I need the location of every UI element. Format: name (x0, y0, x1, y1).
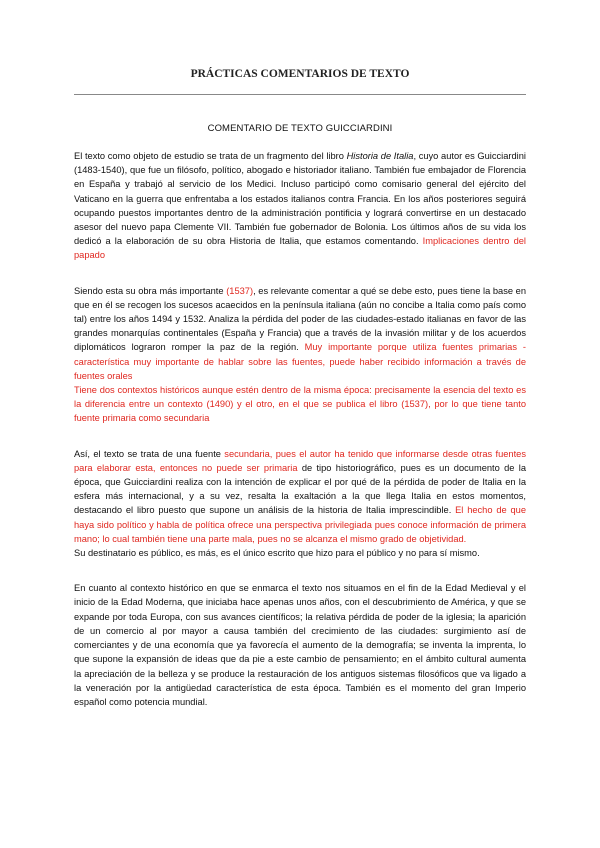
p1-text-b: , cuyo autor es Guicciardini (1483-1540), que fue un filósofo, político, abogado e historiador italiano. También fue embajador de Florencia en España y trabajó al servicio de los Medici. Incluso participó como comisario general del ejército del Vaticano en la guerra que enfrentaba a los estados italianos contra Francia. En los años posteriores seguirá ocupando puestos importantes dentro de la administración pontificia y logrará convertirse en un destacado asesor del nuevo papa Clemente VII. También fue gobernador de Bolonia. Los últimos años de su vida los dedicó a la elaboración de su obra Historia de Italia, que estamos comentando. (74, 151, 526, 247)
document-subtitle: COMENTARIO DE TEXTO GUICCIARDINI (207, 123, 393, 134)
p1-text-a: El texto como objeto de estudio se trata de un fragmento del libro (74, 151, 347, 161)
annotation-year: (1537) (226, 285, 254, 296)
annotation-politico: El hecho de que haya sido político y habla de política ofrece una perspectiva privilegiada pues conoce información de primera mano; lo cual también tiene una parte mala, pues no se alcanza el mismo grado de objetividad. (74, 505, 527, 544)
p2-text-b: , es relevante comentar a qué se debe esto, pues tiene la base en que en él se recogen los sucesos acaecidos en la península italiana (aún no concibe a Italia como país como tal) entre los años 1494 y 1532. Analiza la pérdida del poder de las ciudades-estado italianas en favor de las grandes monarquías continentales (España y Francia) que a través de la invasión militar y de los acuerdos diplomáticos lograron romper la paz de la región. (74, 285, 527, 353)
paragraph-4: En cuanto al contexto histórico en que se enmarca el texto nos situamos en el fin de la Edad Medieval y el inicio de la Edad Moderna, que iniciaba hace apenas unos años, con el descubrimiento de América, y que se expande por toda Europa, con sus avances científicos; la relativa pérdida de poder de la iglesia; la aparición de un comercio al por mayor a causa también del crecimiento de las ciudades: surgimiento así de comerciantes y de una economía que ya favorecía el aumento de la demografía; se inventa la imprenta, lo que supone la expansión de ideas que da pie a este cambio de pensamiento; en el ámbito cultural aumenta la apreciación de la belleza y se produce la restauración de los antiguos sistemas filosóficos que va ligado a la veneración por la antigüedad característica de esta época. También es el momento del gran Imperio español como potencia mundial. (74, 583, 526, 707)
document-body (74, 149, 526, 709)
annotation-papado: Implicaciones dentro del papado (74, 236, 526, 261)
annotation-fuentes-primarias: Muy importante porque utiliza fuentes primarias - característica muy importante de hablar sobre las fuentes, puede haber recibido información a través de fuentes orales (74, 342, 526, 381)
p3-text-a: Así, el texto se trata de una fuente (74, 448, 225, 459)
annotation-secundaria: secundaria, pues el autor ha tenido que informarse desde otras fuentes para elaborar esta, entonces no puede ser primaria (74, 448, 526, 473)
book-title: Historia de Italia (346, 151, 414, 161)
paragraph-3 (74, 447, 526, 546)
document-header: PRÁCTICAS COMENTARIOS DE TEXTO (190, 68, 410, 80)
p2-text-a: Siendo esta su obra más importante (74, 285, 227, 296)
paragraph-1 (74, 149, 526, 263)
paragraph-3-destinatario: Su destinatario es público, es más, es el único escrito que hizo para el público y no para sí mismo. (74, 548, 480, 559)
paragraph-2 (74, 284, 526, 383)
p3-text-b: de tipo historiográfico, pues es un documento de la época, que Guicciardini realiza con la intención de explicar el por qué de la pérdida de poder de Italia en la esfera más internacional, y a su vez, resalta la exaltación a la que llega Italia en estos momentos, destacando el libro puesto que supone un análisis de la historia de Italia imprescindible. (74, 462, 527, 516)
header-divider (74, 94, 526, 95)
annotation-contextos: Tiene dos contextos históricos aunque estén dentro de la misma época: precisamente la esencia del texto es la diferencia entre un contexto (1490) y el otro, en el que se publica el libro (1537), por lo que tiene tanto fuente primaria como secundaria (74, 385, 526, 424)
